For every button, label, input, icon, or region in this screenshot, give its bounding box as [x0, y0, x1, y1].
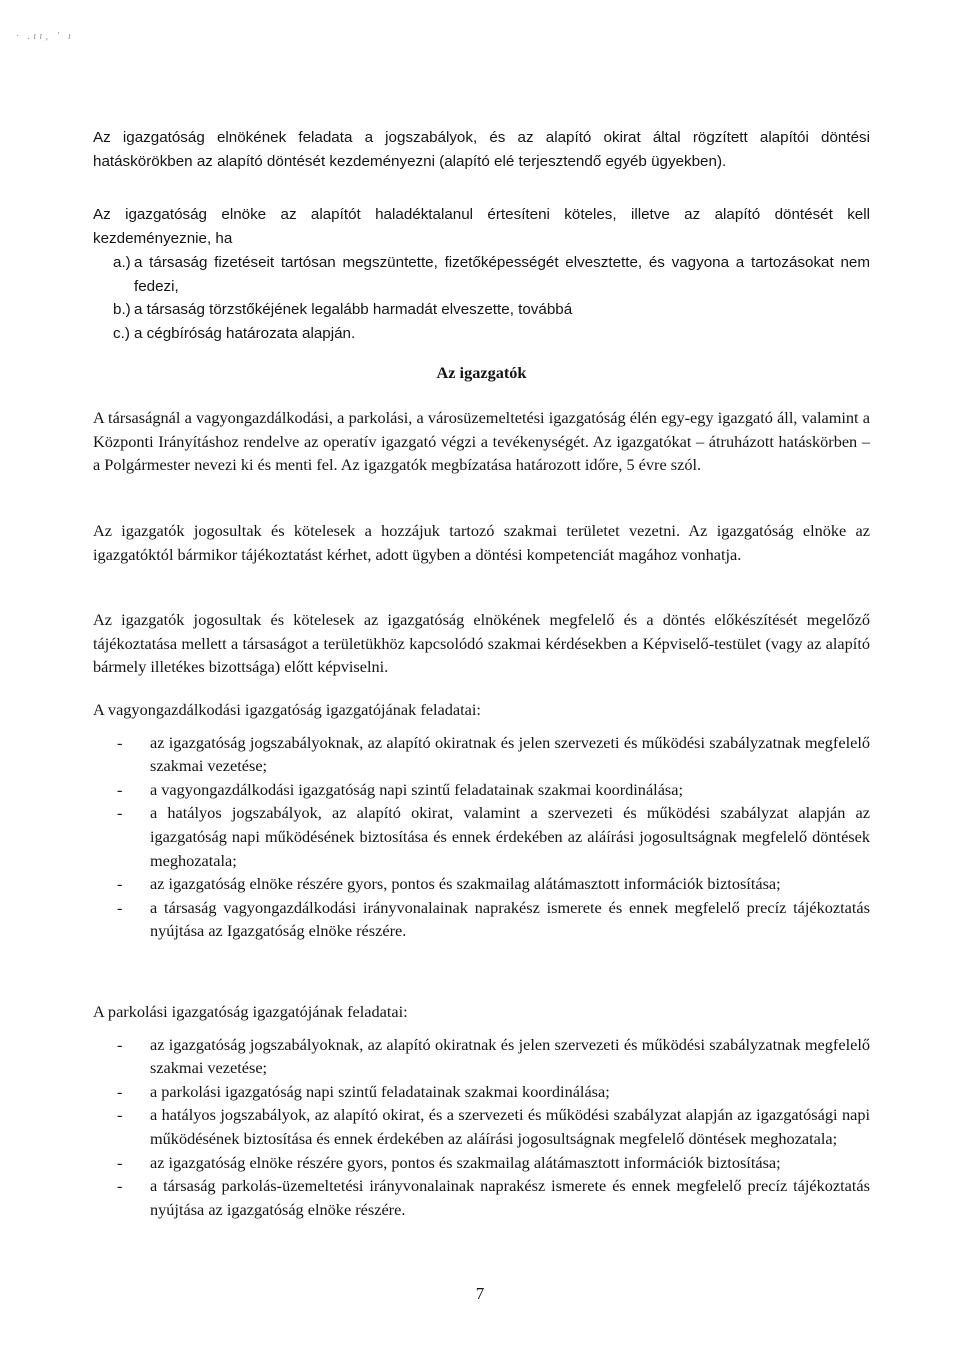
vagyon-task-item	[93, 801, 870, 872]
parkolas-task-text: a társaság parkolás-üzemeltetési irányvonalainak naprakész ismerete és ennek megfelelő precíz tájékoztatás nyújtása az igazgatóság elnöke részére.	[150, 1176, 870, 1219]
condition-marker-b: b.)	[113, 301, 131, 319]
condition-marker-a: a.)	[113, 254, 131, 271]
parkolas-task-text: a hatályos jogszabályok, az alapító okirat, és a szervezeti és működési szabályzat alapján az igazgatósági napi működésének biztosítása és ennek érdekében az aláírási jogosultságnak megfelelő döntések meghozatala;	[150, 1105, 870, 1148]
vagyon-task-item	[93, 896, 870, 943]
intro-paragraph-2: Az igazgatóság elnöke az alapítót haladéktalanul értesíteni köteles, illetve az alapító döntését kell kezdeményeznie, ha	[93, 206, 870, 247]
vagyon-task-text: a vagyongazdálkodási igazgatóság napi szintű feladatainak szakmai koordinálása;	[150, 779, 684, 799]
vagyon-task-text: az igazgatóság jogszabályoknak, az alapító okiratnak és jelen szervezeti és működési szabályzatnak megfelelő szakmai vezetése;	[150, 732, 870, 776]
vagyon-task-list	[93, 731, 870, 943]
vagyon-task-text: a társaság vagyongazdálkodási irányvonalainak naprakész ismerete és ennek megfelelő precíz tájékoztatás nyújtása az Igazgatóság elnöke részére.	[150, 897, 870, 941]
igazgatok-paragraph-3: Az igazgatók jogosultak és kötelesek az igazgatóság elnökének megfelelő és a döntés előkészítését megelőző tájékoztatása mellett a társaságot a területükhöz kapcsolódó szakmai kérdésekben a Képviselő-testület (vagy az alapító bármely illetékes bizottsága) előtt képviselni.	[93, 610, 870, 677]
igazgatok-paragraph-1-block	[93, 406, 870, 477]
condition-text-b: a társaság törzstőkéjének legalább harmadát elveszette, továbbá	[134, 301, 573, 319]
parkolas-task-item	[93, 1103, 870, 1150]
intro-paragraph-2-block	[93, 203, 870, 250]
igazgatok-paragraph-2: Az igazgatók jogosultak és kötelesek a hozzájuk tartozó szakmai területet vezetni. Az igazgatóság elnöke az igazgatóktól bármikor tájékoztatást kérhet, adott ügyben a döntési kompetenciát magához vonhatja.	[93, 521, 870, 564]
intro-paragraph-1: Az igazgatóság elnökének feladata a jogszabályok, és az alapító okirat által rögzített alapítói döntési hatáskörökben az alapító döntését kezdeményezni (alapító elé terjesztendő egyéb ügyekben).	[93, 129, 870, 170]
parkolas-section-title: A parkolási igazgatóság igazgatójának feladatai:	[93, 1002, 408, 1021]
parkolas-task-text: az igazgatóság elnöke részére gyors, pontos és szakmailag alátámasztott információk biztosítása;	[150, 1152, 781, 1172]
dash-marker: -	[117, 1176, 123, 1196]
dash-marker: -	[117, 1034, 123, 1054]
vagyon-task-text: az igazgatóság elnöke részére gyors, pontos és szakmailag alátámasztott információk biztosítása;	[150, 874, 781, 894]
parkolas-task-item	[93, 1080, 870, 1104]
intro-block	[93, 126, 870, 173]
vagyon-task-item	[93, 778, 870, 802]
parkolas-task-item	[93, 1033, 870, 1080]
condition-text-c: a cégbíróság határozata alapján.	[134, 324, 356, 342]
dash-marker: -	[117, 897, 123, 917]
vagyon-task-item	[93, 731, 870, 778]
condition-item-c	[93, 322, 870, 346]
vagyon-task-item	[93, 872, 870, 896]
parkolas-task-list	[93, 1033, 870, 1222]
dash-marker: -	[117, 779, 123, 799]
section-title: Az igazgatók	[436, 363, 527, 382]
dash-marker: -	[117, 803, 123, 823]
condition-item-a	[93, 251, 870, 298]
igazgatok-paragraph-2-block	[93, 519, 870, 566]
igazgatok-paragraph-1: A társaságnál a vagyongazdálkodási, a parkolási, a városüzemeltetési igazgatóság élén egy-egy igazgató áll, valamint a Központi Irányításhoz rendelve az operatív igazgató végzi a tevékenységét. Az igazgatókat – átruházott hatáskörben – a Polgármester nevezi ki és menti fel. Az igazgatók megbízatása határozott időre, 5 évre szól.	[93, 408, 870, 475]
vagyon-section-title: A vagyongazdálkodási igazgatóság igazgatójának feladatai:	[93, 700, 481, 719]
condition-item-b	[93, 298, 870, 322]
parkolas-task-text: a parkolási igazgatóság napi szintű feladatainak szakmai koordinálása;	[150, 1081, 610, 1101]
parkolas-task-text: az igazgatóság jogszabályoknak, az alapító okiratnak és jelen szervezeti és működési szabályzatnak megfelelő szakmai vezetése;	[150, 1034, 870, 1078]
page-number: 7	[475, 1284, 485, 1303]
parkolas-task-item	[93, 1151, 870, 1175]
condition-text-a: a társaság fizetéseit tartósan megszüntette, fizetőképességét elvesztette, és vagyona a tartozásokat nem fedezi,	[134, 254, 870, 295]
dash-marker: -	[117, 1152, 123, 1172]
igazgatok-paragraph-3-block	[93, 608, 870, 679]
vagyon-task-text: a hatályos jogszabályok, az alapító okirat, valamint a szervezeti és működési szabályzat alapján az igazgatóság napi működésének biztosítása és ennek érdekében az aláírási jogosultságnak megfelelő döntések meghozatala;	[150, 803, 870, 870]
scan-artifact-mark: · .ıı, ' ı	[16, 30, 75, 42]
vagyon-section	[93, 698, 870, 943]
dash-marker: -	[117, 732, 123, 752]
dash-marker: -	[117, 1081, 123, 1101]
condition-marker-c: c.)	[113, 324, 130, 342]
intro-condition-list	[93, 251, 870, 345]
parkolas-section	[93, 1000, 870, 1221]
dash-marker: -	[117, 874, 123, 894]
dash-marker: -	[117, 1105, 123, 1125]
parkolas-task-item	[93, 1174, 870, 1221]
